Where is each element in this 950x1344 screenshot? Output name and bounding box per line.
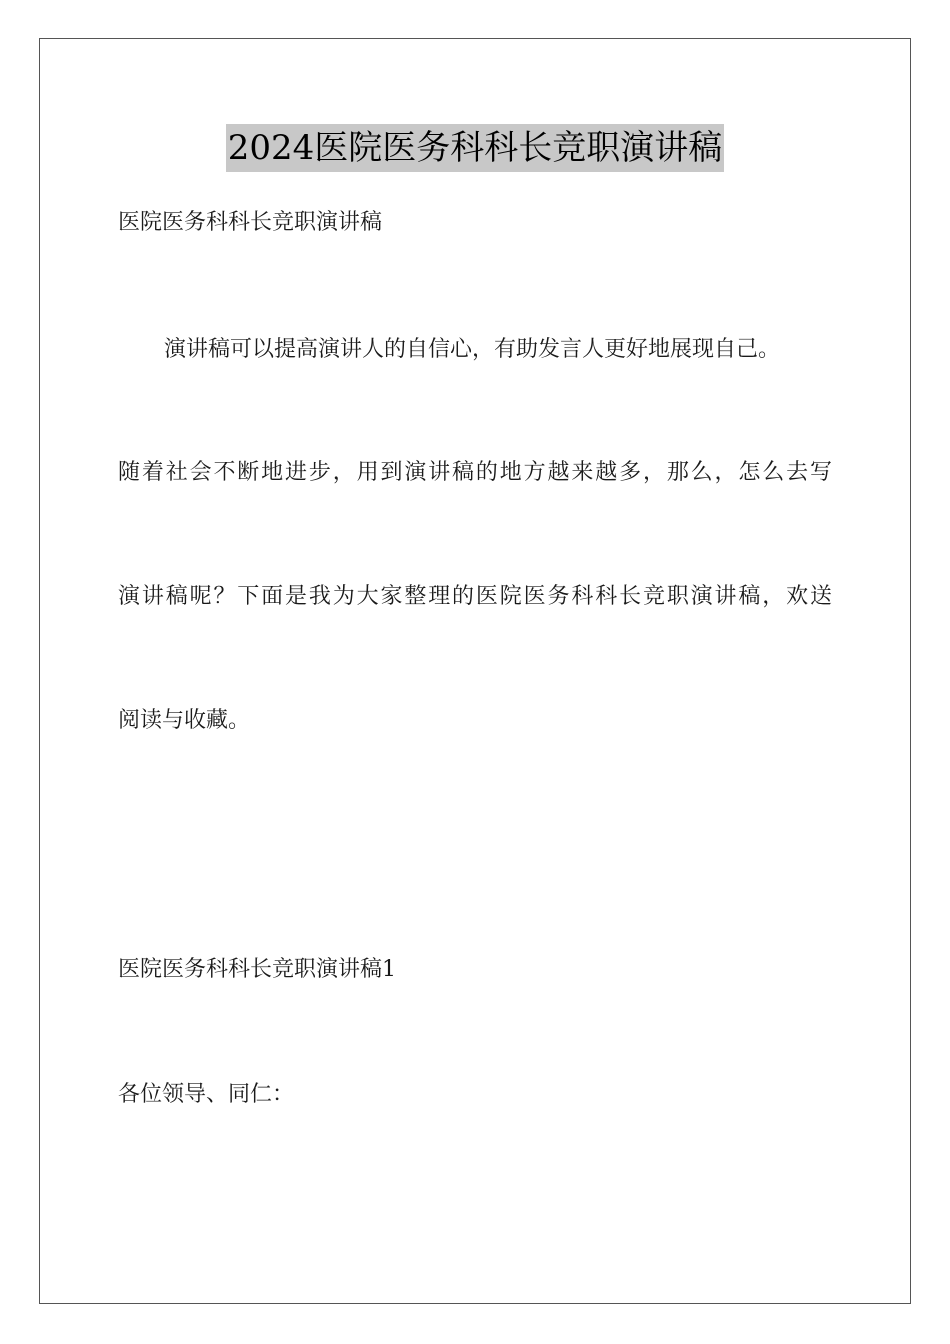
document-title: 2024医院医务科科长竞职演讲稿 bbox=[226, 124, 725, 172]
document-subtitle: 医院医务科科长竞职演讲稿 bbox=[118, 210, 383, 235]
intro-line-4: 阅读与收藏。 bbox=[118, 708, 251, 733]
intro-line-1: 演讲稿可以提高演讲人的自信心，有助发言人更好地展现自己。 bbox=[164, 337, 781, 362]
salutation: 各位领导、同仁： bbox=[118, 1082, 295, 1107]
intro-line-2: 随着社会不断地进步，用到演讲稿的地方越来越多，那么，怎么去写 bbox=[118, 460, 832, 485]
title-container bbox=[0, 124, 950, 172]
section-heading: 医院医务科科长竞职演讲稿1 bbox=[118, 957, 396, 982]
intro-line-3: 演讲稿呢？下面是我为大家整理的医院医务科科长竞职演讲稿，欢送 bbox=[118, 584, 832, 609]
